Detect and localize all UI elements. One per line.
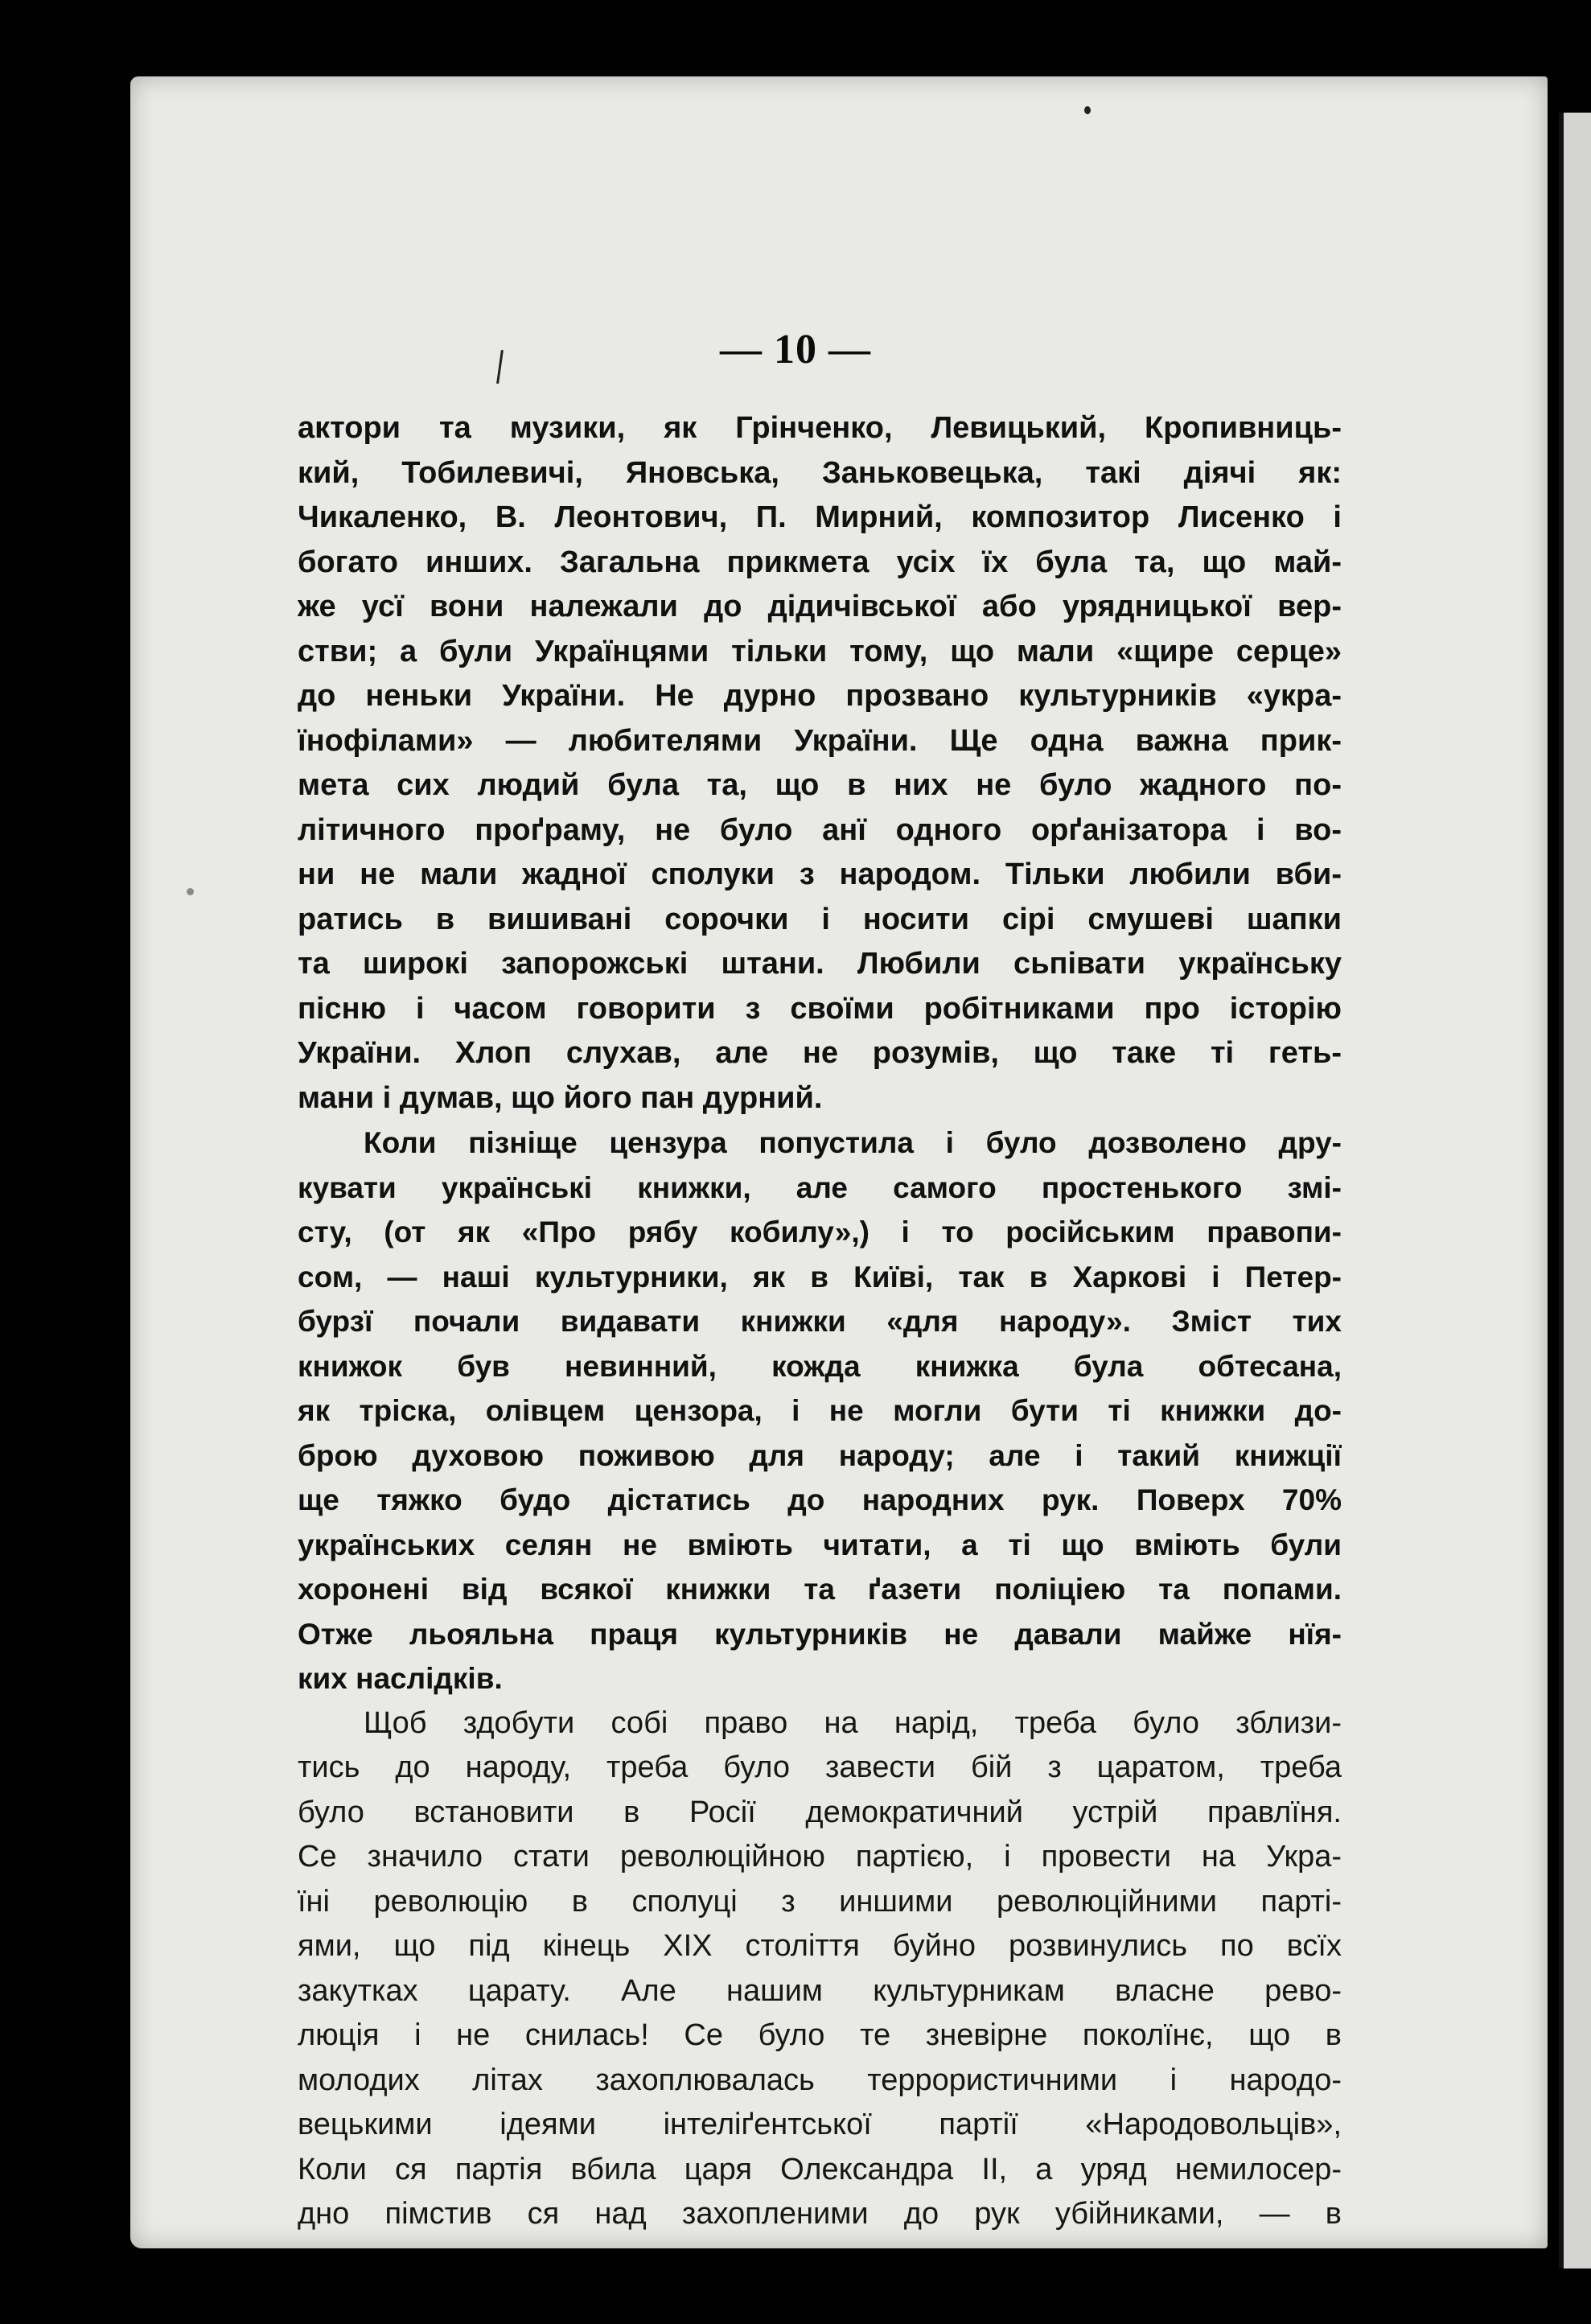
text-line: було встановити в Росії демократичний устрій правлїня. [298, 1795, 1342, 1829]
next-page-edge [1559, 113, 1591, 2268]
text-line: вецькими ідеями інтеліґентської партії «Народовольців», [298, 2108, 1342, 2141]
text-line: богато инших. Загальна прикмета усіх їх була та, що май- [298, 545, 1342, 579]
text-line: тись до народу, треба було завести бій з царатом, треба [298, 1750, 1342, 1784]
text-line: Се значило стати революційною партією, і провести на Укра- [298, 1840, 1342, 1874]
text-line: сом, — наші культурники, як в Київі, так в Харкові і Петер- [298, 1260, 1342, 1294]
text-line: закутках царату. Але нашим культурникам власне рево- [298, 1973, 1342, 2008]
text-line: хоронені від всякої книжки та ґазети поліціею та попами. [298, 1573, 1342, 1606]
text-line: брою духовою поживою для народу; але і такий книжції [298, 1438, 1342, 1472]
text-line: же усї вони належали до дідичівської або урядницької вер- [298, 590, 1342, 623]
text-line: ями, що під кінець XIX століття буйно розвинулись по всїх [298, 1929, 1342, 1963]
text-line: сту, (от як «Про рябу кобилу»,) і то російським правопи- [298, 1215, 1342, 1248]
text-line: їнофілами» — любителями України. Ще одна важна прик- [298, 723, 1342, 758]
paragraph-3 [298, 1701, 1342, 2237]
text-line: Коли ся партія вбила царя Олександра II, а уряд немилосер- [298, 2152, 1342, 2186]
stray-mark [1084, 106, 1091, 114]
text-line: українських селян не вміють читати, а ті що вміють були [298, 1528, 1342, 1561]
text-line: Коли пізніще цензура попустила і було дозволено дру- [364, 1126, 1342, 1159]
text-line: молодих літах захоплювалась террористичними і народо- [298, 2063, 1342, 2097]
text-line: та широкі запорожські штани. Любили сьпівати українську [298, 947, 1342, 981]
text-line: кувати українські книжки, але самого простенького змі- [298, 1170, 1342, 1204]
page-number: — 10 — [720, 327, 871, 372]
text-line: мета сих людий була та, що в них не було жадного по- [298, 768, 1342, 802]
text-line: ратись в вишивані сорочки і носити сірі смушеві шапки [298, 902, 1342, 936]
text-line: до неньки України. Не дурно прозвано культурників «укра- [298, 679, 1342, 713]
text-line: бурзї почали видавати книжки «для народу». Зміст тих [298, 1305, 1342, 1338]
text-line: як тріска, олівцем цензора, і не могли бути ті книжки до- [298, 1394, 1342, 1427]
body-text [298, 406, 1342, 2237]
text-line: стви; а були Українцями тільки тому, що мали «щире серце» [298, 634, 1342, 668]
text-line: ще тяжко будо дістатись до народних рук. Поверх 70% [298, 1483, 1342, 1516]
text-line: книжок був невинний, кожда книжка була обтесана, [298, 1349, 1342, 1383]
paragraph-2 [298, 1121, 1342, 1701]
stray-mark [187, 888, 194, 895]
text-line: Щоб здобути собі право на нарід, треба було зблизи- [364, 1705, 1342, 1740]
text-line: ни не мали жадної сполуки з народом. Тільки любили вби- [298, 858, 1342, 891]
text-line: кий, Тобилевичі, Яновська, Заньковецька, такі діячі як: [298, 455, 1342, 490]
paragraph-1 [298, 406, 1342, 1121]
text-line: Чикаленко, В. Леонтович, П. Мирний, композитор Лисенко і [298, 500, 1342, 534]
text-line: актори та музики, як Грінченко, Левицький, Кропивниць- [298, 411, 1342, 445]
text-line: літичного проґраму, не було анї одного орґанізатора і во- [298, 812, 1342, 847]
text-line: України. Хлоп слухав, але не розумів, що таке ті геть- [298, 1036, 1342, 1070]
text-line: пісню і часом говорити з своїми робітниками про історію [298, 991, 1342, 1026]
text-line: мани і думав, що його пан дурний. [298, 1080, 823, 1115]
text-line: дно пімстив ся над захопленими до рук убійниками, — в [298, 2197, 1342, 2231]
text-line: їні революцію в сполуці з иншими революційними парті- [298, 1884, 1342, 1919]
text-line: Отже льояльна праця культурників не давали майже нїя- [298, 1617, 1342, 1651]
text-line: люція і не снилась! Се було те зневірне поколїнє, що в [298, 2018, 1342, 2052]
text-line: ких наслідків. [298, 1662, 503, 1695]
